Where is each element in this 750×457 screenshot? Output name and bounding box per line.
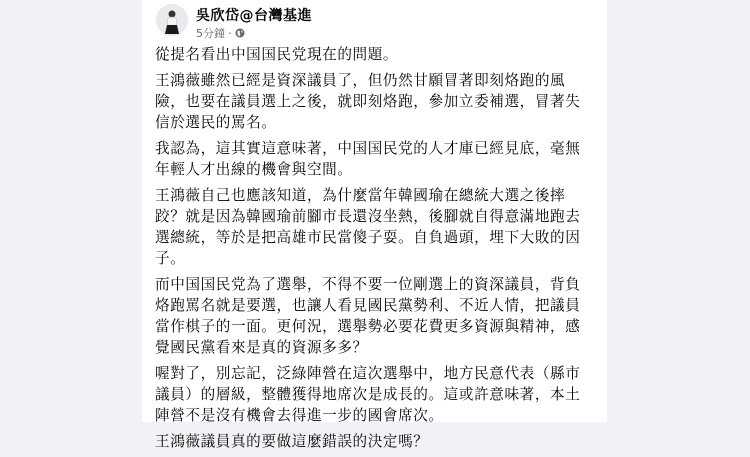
post-paragraph: 從提名看出中国国民党現在的問題。: [155, 46, 399, 63]
meta-separator: ·: [228, 26, 232, 40]
post-paragraph: 王鴻薇議員真的要做這麼錯誤的決定嗎？: [155, 433, 429, 450]
post-paragraph: 王鴻薇自己也應該知道，為什麼當年韓國瑜在總統大選之後摔跤？就是因為韓國瑜前腳市長還沒坐熱，後腳就自得意滿地跑去選總統，等於是把高雄市民當傻子耍。自負過頭，埋下大敗的因子。: [155, 187, 581, 267]
author-name[interactable]: 吳欣岱@台灣基進: [196, 8, 312, 24]
post-timestamp[interactable]: 5分鐘: [196, 27, 225, 40]
post-card: [142, 0, 607, 450]
profile-photo-icon: [156, 4, 188, 36]
post-paragraph: 而中国国民党為了選舉，不得不要一位剛選上的資深議員，背負烙跑罵名就是要選，也讓人看見國民黨勢利、不近人情，把議員當作棋子的一面。更何況，選舉勢必要花費更多資源與精神，感覺國民黨看來是真的資源多多？: [155, 276, 581, 356]
post-meta: [196, 25, 245, 41]
post-paragraph: 王鴻薇雖然已經是資深議員了，但仍然甘願冒著即刻烙跑的風險，也要在議員選上之後，就即刻烙跑，參加立委補選，冒著失信於選民的罵名。: [155, 72, 581, 131]
avatar[interactable]: [156, 4, 188, 36]
globe-icon[interactable]: [235, 28, 245, 38]
post-paragraph: 我認為，這其實這意味著，中国国民党的人才庫已經見底，毫無年輕人才出線的機會與空間。: [155, 140, 581, 178]
post-paragraph: 喔對了，別忘記，泛綠陣營在這次選舉中，地方民意代表（縣市議員）的層級，整體獲得地席次是成長的。這或許意味著，本土陣營不是沒有機會去得進一步的國會席次。: [155, 365, 581, 424]
post-body: [155, 44, 595, 457]
